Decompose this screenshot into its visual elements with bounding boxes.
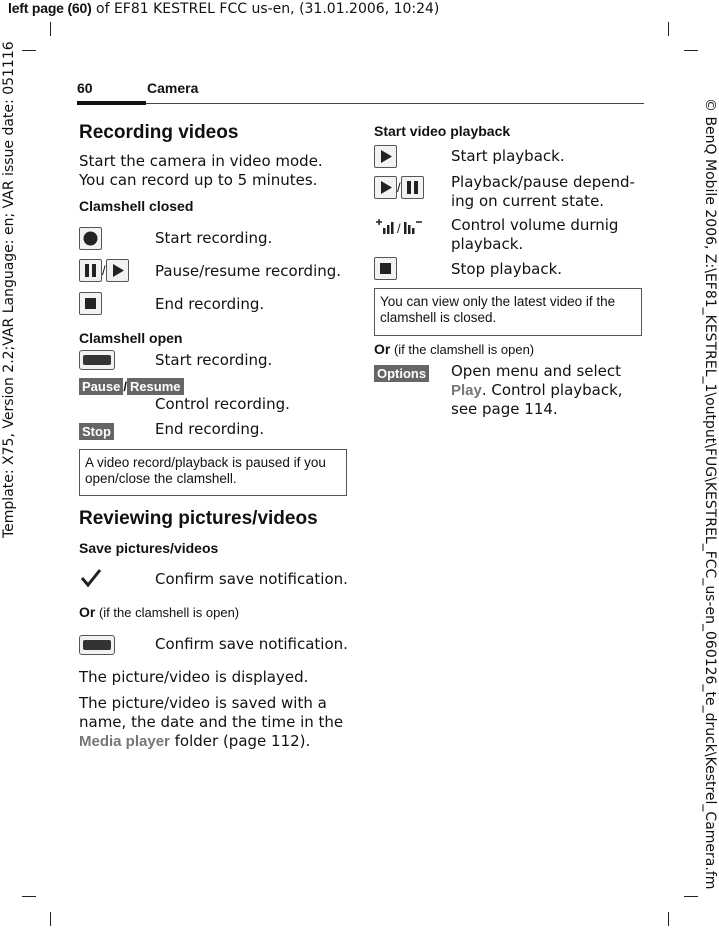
page-number: 60 bbox=[77, 80, 93, 96]
displayed-paragraph: The picture/video is displayed. bbox=[79, 668, 309, 686]
control-volume-text: Control volume durnig playback. bbox=[451, 216, 619, 253]
header-doc-info: of EF81 KESTREL FCC us-en, (31.01.2006, 10:24) bbox=[91, 1, 440, 17]
recording-title: Recording videos bbox=[79, 122, 239, 143]
resume-softkey: Resume bbox=[127, 378, 184, 395]
slash-separator: / bbox=[397, 180, 401, 195]
start-playback-text: Start playback. bbox=[451, 147, 565, 165]
stop-key bbox=[374, 257, 397, 280]
playback-pause-text: Playback/pause depend-ing on current state. bbox=[451, 173, 635, 210]
clamshell-closed-heading: Clamshell closed bbox=[79, 198, 194, 214]
or-clamshell-open bbox=[79, 604, 239, 620]
play-icon bbox=[374, 145, 397, 168]
softkey-icon bbox=[79, 635, 115, 655]
volume-up-icon bbox=[376, 219, 394, 234]
stop-key bbox=[79, 292, 102, 315]
confirm-save-text: Confirm save notification. bbox=[155, 570, 348, 588]
play-menu-item: Play bbox=[451, 382, 482, 399]
or-label: Or bbox=[374, 341, 391, 357]
control-recording-text: Control recording. bbox=[155, 395, 290, 413]
stop-icon bbox=[374, 257, 397, 280]
saved-paragraph bbox=[79, 694, 349, 751]
softkey-icon bbox=[79, 350, 115, 370]
stop-playback-text: Stop playback. bbox=[451, 260, 563, 278]
record-key-icon bbox=[79, 227, 102, 250]
save-heading: Save pictures/videos bbox=[79, 540, 219, 556]
playback-heading: Start video playback bbox=[374, 123, 511, 139]
volume-keys bbox=[374, 217, 430, 237]
header-page-ref: left page (60) bbox=[8, 0, 92, 16]
side-template-info: Template: X75, Version 2.2;VAR Language: en; VAR issue date: 051116 bbox=[1, 41, 17, 538]
saved-paragraph-b: folder (page 112). bbox=[169, 732, 311, 750]
checkmark-icon bbox=[79, 566, 103, 590]
header-rule bbox=[77, 103, 644, 104]
recording-intro: Start the camera in video mode. You can record up to 5 minutes. bbox=[79, 152, 323, 189]
options-text bbox=[451, 362, 636, 419]
end-recording-text: End recording. bbox=[155, 295, 265, 313]
pause-resume-text: Pause/resume recording. bbox=[155, 262, 342, 280]
media-player-link: Media player bbox=[79, 733, 170, 750]
open-start-recording-text: Start recording. bbox=[155, 351, 273, 369]
clamshell-open-heading: Clamshell open bbox=[79, 330, 183, 346]
stop-icon bbox=[79, 292, 102, 315]
pause-softkey: Pause bbox=[79, 378, 123, 395]
options-softkey: Options bbox=[374, 365, 429, 382]
stop-softkey-wrap bbox=[79, 421, 114, 440]
options-text-b: . Control playback, see page 114. bbox=[451, 381, 623, 418]
slash-separator: / bbox=[102, 263, 106, 278]
pause-resume-keys bbox=[79, 259, 129, 282]
pause-icon bbox=[401, 176, 424, 199]
stop-softkey: Stop bbox=[79, 423, 114, 440]
play-key bbox=[374, 145, 397, 168]
svg-text:/: / bbox=[397, 221, 401, 236]
open-end-recording-text: End recording. bbox=[155, 420, 265, 438]
side-copyright: © BenQ Mobile 2006, Z:\EF81_KESTREL_1\output\FUG\KESTREL_FCC_us-en_060126_te_druck\Kestrel_Camera.fm bbox=[702, 98, 718, 890]
header-rule-accent bbox=[77, 101, 146, 105]
softkey-slash: / bbox=[123, 379, 127, 394]
play-icon bbox=[374, 176, 397, 199]
play-icon bbox=[106, 259, 129, 282]
start-recording-text: Start recording. bbox=[155, 229, 273, 247]
pause-resume-softkeys bbox=[79, 376, 184, 395]
reviewing-title: Reviewing pictures/videos bbox=[79, 508, 318, 529]
saved-paragraph-a: The picture/video is saved with a name, the date and the time in the bbox=[79, 694, 344, 731]
or-clamshell-open-right bbox=[374, 341, 534, 357]
options-text-a: Open menu and select bbox=[451, 362, 622, 380]
print-header bbox=[8, 0, 439, 17]
record-key bbox=[79, 227, 102, 250]
latest-video-note-box: You can view only the latest video if the clamshell is closed. bbox=[374, 288, 642, 336]
confirm-save-text-2: Confirm save notification. bbox=[155, 635, 348, 653]
pause-icon bbox=[79, 259, 102, 282]
play-pause-keys bbox=[374, 176, 424, 199]
page-title: Camera bbox=[147, 80, 199, 96]
volume-down-icon bbox=[404, 222, 422, 234]
options-softkey-wrap bbox=[374, 363, 429, 382]
or-label: Or bbox=[79, 604, 96, 620]
or-condition: (if the clamshell is open) bbox=[390, 342, 535, 357]
or-condition: (if the clamshell is open) bbox=[95, 605, 240, 620]
pause-note-box: A video record/playback is paused if you open/close the clamshell. bbox=[79, 449, 347, 496]
